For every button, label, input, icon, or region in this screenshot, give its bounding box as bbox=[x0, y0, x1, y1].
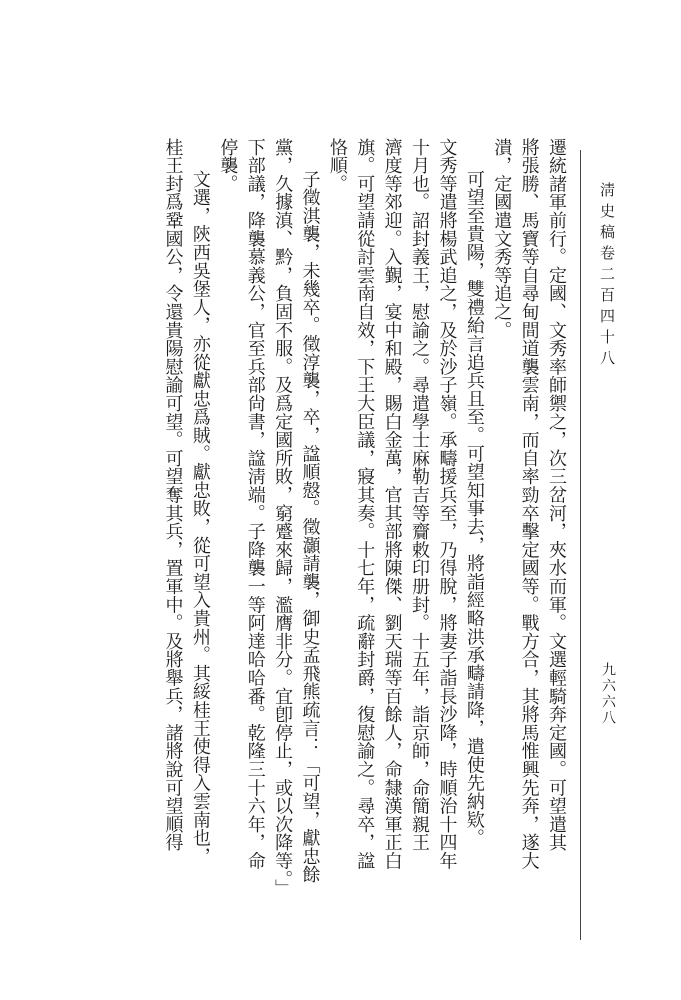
text-column: 下部議，降襲慕義公，官至兵部尙書，諡淸端。子降襲一等阿達哈哈番。乾隆三十六年，命 bbox=[244, 138, 266, 870]
body-text bbox=[140, 138, 570, 938]
book-title: 淸史稿卷二百四十八 bbox=[598, 182, 616, 371]
text-column: 濟度等郊迎。入覲，宴中和殿，賜白金萬，官其部將陳傑、劉天瑞等百餘人，命隸漢軍正白 bbox=[381, 138, 403, 870]
text-column: 潰，定國遣文秀等追之。 bbox=[491, 138, 513, 340]
text-column: 文秀等遣將楊武追之，及於沙子嶺。承疇援兵至，乃得脫，將妻子詣長沙降，時順治十四年 bbox=[436, 138, 458, 870]
text-column: 可望至貴陽，雙禮紿言追兵且至。可望知事去，將詣經略洪承疇請降，遣使先納欵。 bbox=[463, 170, 485, 848]
header-divider bbox=[580, 150, 581, 940]
text-column: 桂王封爲鞏國公，令還貴陽慰諭可望。可望奪其兵，置軍中。及將舉兵，諸將說可望順得 bbox=[162, 138, 184, 852]
text-column: 遷統諸軍前行。定國、文秀率師禦之，次三岔河，夾水而軍。文選輕騎奔定國。可望遣其 bbox=[546, 138, 567, 852]
text-column: 文選，陝西吳堡人，亦從獻忠爲賊。獻忠敗，從可望入貴州。其綏桂王使得入雲南也， bbox=[189, 170, 211, 866]
text-column: 將張勝、馬寶等自尋甸間道襲雲南，而自率勁卒擊定國等。戰方合，其將馬惟興先奔，遂大 bbox=[518, 138, 540, 870]
text-column: 旗。可望請從討雲南自效，下王大臣議，寢其奏。十七年，疏辭封爵，復慰諭之。尋卒，諡 bbox=[354, 138, 376, 870]
text-column: 子徵淇襲，未幾卒。徵淳襲，卒，諡順慤。徵灝請襲，御史孟飛熊疏言：「可望，獻忠餘 bbox=[299, 170, 321, 884]
text-column: 黨，久據滇、黔，負固不服。及爲定國所敗，窮蹙來歸，濫膺非分。宜卽停止，或以次降等。」 bbox=[272, 138, 294, 898]
text-column: 恪順。 bbox=[326, 138, 348, 193]
text-column: 停襲。 bbox=[217, 138, 239, 193]
text-column: 十月也。詔封義王，慰諭之。尋遣學士麻勒吉等齎敕印册封。十五年，詣京師，命簡親王 bbox=[409, 138, 431, 852]
page-number: 九六六八 bbox=[600, 662, 616, 726]
